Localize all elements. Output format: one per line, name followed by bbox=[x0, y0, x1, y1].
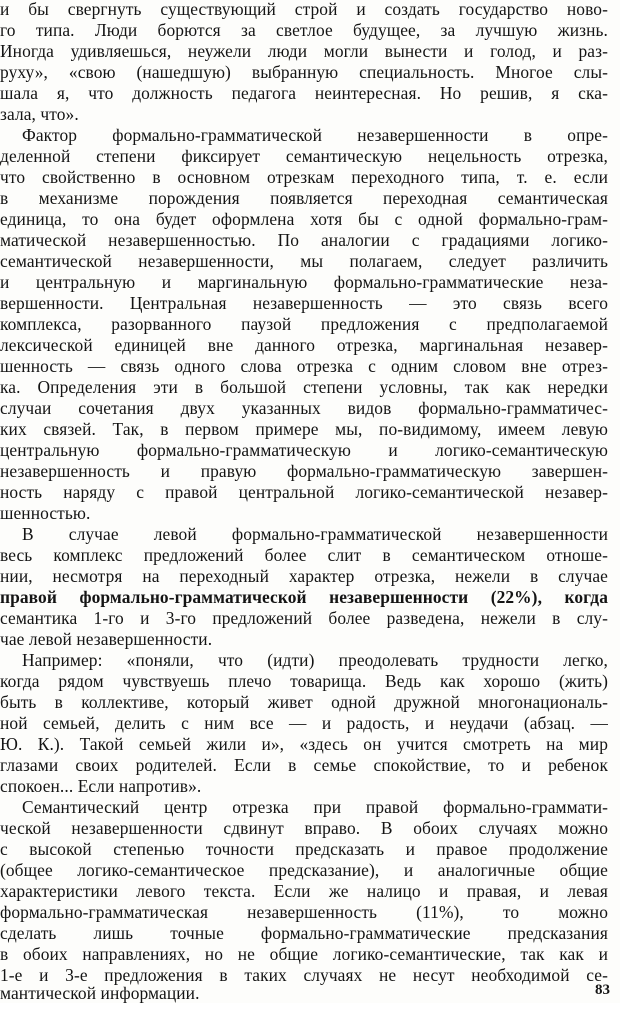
text-line: нии, несмотря на переходный характер отрезка, нежели в случае bbox=[0, 566, 608, 586]
text-line: ной семьей, делить с ним все — и радость, и неудачи (абзац. — bbox=[0, 713, 608, 733]
text-line: ких связей. Так, в первом примере мы, по-видимому, имеем левую bbox=[0, 419, 608, 439]
text-line: глазами своих родителей. Если в семье спокойствие, то и ребенок bbox=[0, 755, 608, 775]
text-line: случаи сочетания двух указанных видов формально-грамматичес- bbox=[0, 398, 608, 418]
text-line: сделать лишь точные формально-грамматические предсказания bbox=[0, 923, 608, 943]
text-line: ность наряду с правой центральной логико-семантической незавер- bbox=[0, 482, 608, 502]
text-line: (общее логико-семантическое предсказание), и аналогичные общие bbox=[0, 860, 608, 880]
text-line: чае левой незавершенности. bbox=[0, 629, 213, 649]
text-line: формально-грамматическая незавершенность (11%), то можно bbox=[0, 902, 608, 922]
page-number: 83 bbox=[595, 982, 610, 998]
text-line: незавершенность и правую формально-грамматическую завершен- bbox=[0, 461, 608, 481]
text-line: в обоих направлениях, но не общие логико-семантические, так как и bbox=[0, 944, 608, 964]
text-line: ка. Определения эти в большой степени условны, так как нередки bbox=[0, 377, 608, 397]
text-line: шала я, что должность педагога неинтересная. Но решив, я ска- bbox=[0, 83, 608, 103]
paragraph-first-line: В случае левой формально-грамматической незавершенности bbox=[22, 524, 608, 544]
text-line: го типа. Люди борются за светлое будущее, за лучшую жизнь. bbox=[0, 20, 608, 40]
text-line: спокоен... Если напротив». bbox=[0, 776, 202, 796]
paragraph-first-line: Например: «поняли, что (идти) преодолевать трудности легко, bbox=[22, 650, 608, 670]
text-line: 1-е и 3-е предложения в таких случаях не несут необходимой се- bbox=[0, 965, 608, 985]
text-line: руху», «свою (нашедшую) выбранную специальность. Многое слы- bbox=[0, 62, 608, 82]
text-line: семантика 1-го и 3-го предложений более разведена, нежели в слу- bbox=[0, 608, 608, 628]
text-line: Иногда удивляешься, неужели люди могли вынести и голод, и раз- bbox=[0, 41, 608, 61]
text-line: зала, что». bbox=[0, 104, 79, 124]
text-line: ческой незавершенности сдвинут вправо. В обоих случаях можно bbox=[0, 818, 608, 838]
text-line: весь комплекс предложений более слит в семантическом отноше- bbox=[0, 545, 608, 565]
text-line: и бы свергнуть существующий строй и создать государство ново- bbox=[0, 0, 608, 19]
text-line: лексической единицей вне данного отрезка, маргинальная незавер- bbox=[0, 335, 608, 355]
paragraph-first-line: Фактор формально-грамматической незавершенности в опре- bbox=[22, 125, 608, 145]
text-line: с высокой степенью точности предсказать и правое продолжение bbox=[0, 839, 608, 859]
text-line: правой формально-грамматической незавершенности (22%), когда bbox=[0, 587, 608, 607]
text-line: шенность — связь одного слова отрезка с одним словом вне отрез- bbox=[0, 356, 608, 376]
text-line: центральную формально-грамматическую и логико-семантическую bbox=[0, 440, 608, 460]
text-line: когда рядом чувствуешь плечо товарища. Ведь как хорошо (жить) bbox=[0, 671, 608, 691]
text-line: единица, то она будет оформлена хотя бы с одной формально-грам- bbox=[0, 209, 608, 229]
text-line: быть в коллективе, который живет одной дружной многонациональ- bbox=[0, 692, 608, 712]
text-line: вершенности. Центральная незавершенность — это связь всего bbox=[0, 293, 608, 313]
text-line: шенностью. bbox=[0, 503, 91, 523]
text-line: комплекса, разорванного паузой предложения с предполагаемой bbox=[0, 314, 608, 334]
text-line: деленной степени фиксирует семантическую нецельность отрезка, bbox=[0, 146, 608, 166]
text-line: характеристики левого текста. Если же налицо и правая, и левая bbox=[0, 881, 608, 901]
text-line: и центральную и маргинальную формально-грамматические неза- bbox=[0, 272, 608, 292]
text-line: мантической информации. bbox=[0, 983, 200, 1003]
text-line: Ю. К.). Такой семьей жили и», «здесь он учится смотреть на мир bbox=[0, 734, 608, 754]
paragraph-first-line: Семантический центр отрезка при правой формально-граммати- bbox=[22, 797, 608, 817]
text-line: что свойственно в основном отрезкам переходного типа, т. е. если bbox=[0, 167, 608, 187]
text-line: матической незавершенностью. По аналогии с градациями логико- bbox=[0, 230, 608, 250]
text-line: семантической незавершенности, мы полагаем, следует различить bbox=[0, 251, 608, 271]
text-line: в механизме порождения появляется переходная семантическая bbox=[0, 188, 608, 208]
